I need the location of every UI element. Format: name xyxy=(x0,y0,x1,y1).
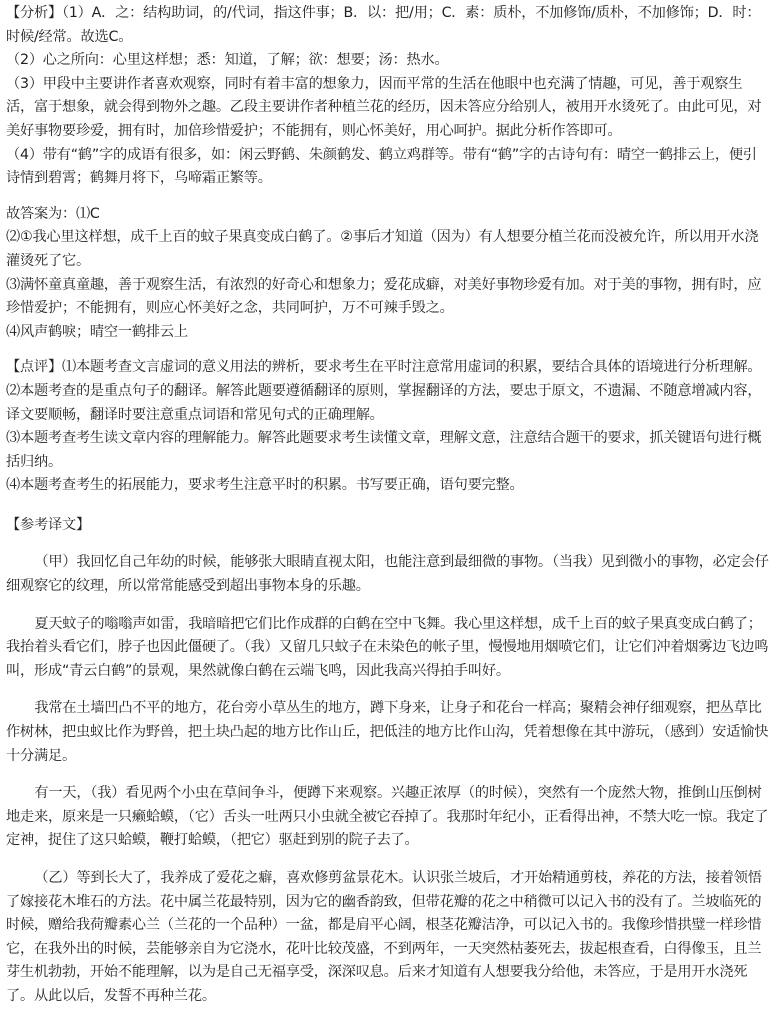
translation-paragraph-2: 夏天蚊子的嗡嗡声如雷，我暗暗把它们比作成群的白鹤在空中飞舞。我心里这样想，成千上百的蚊子果真变成白鹤了；我抬着头看它们，脖子也因此僵硬了。（我）又留几只蚊子在未染色的帐子里，慢慢地用烟喷它们，让它们冲着烟雾边飞边鸣叫，形成“青云白鹤”的景观，果然就像白鹤在云端飞鸣，因此我高兴得拍手叫好。 xyxy=(6,615,769,679)
answer-item-2: ⑵①我心里这样想，成千上百的蚊子果真变成白鹤了。②事后才知道（因为）有人想要分植兰花而没被允许，所以用开水浇灌烫死了它。 xyxy=(6,229,759,269)
translation-paragraph-3: 我常在土墙凹凸不平的地方，花台旁小草丛生的地方，蹲下身来，让身子和花台一样高；聚精会神仔细观察，把丛草比作树林，把虫蚁比作为野兽，把土块凸起的地方比作山丘，把低洼的地方比作山沟，凭着想像在其中游玩，（感到）安适愉快十分满足。 xyxy=(6,700,769,764)
comment-item-4: ⑷本题考查考生的拓展能力，要求考生注意平时的积累。书写要正确，语句要完整。 xyxy=(6,477,524,494)
answer-item-1: 故答案为：⑴C xyxy=(6,205,100,222)
translation-paragraph-4: 有一天，（我）看见两个小虫在草间争斗，便蹲下来观察。兴趣正浓厚（的时候），突然有一个庞然大物，推倒山压倒树地走来，原来是一只癞蛤蟆，（它）舌头一吐两只小虫就全被它吞掉了。我那时年纪小，正看得出神，不禁大吃一惊。我定了定神，捉住了这只蛤蟆，鞭打蛤蟆，（把它）驱赶到别的院子去了。 xyxy=(6,785,769,849)
analysis-item-1: 【分析】（1）A．之：结构助词，的/代词，指这件事；B．以：把/用；C．素：质朴，不加修饰/质朴，不加修饰；D．时：时候/经常。故选C。 xyxy=(6,5,761,45)
comment-item-1: 【点评】⑴本题考查文言虚词的意义用法的辨析，要求考生在平时注意常用虚词的积累，要结合具体的语境进行分析理解。 xyxy=(6,359,762,376)
translation-paragraph-1: （甲）我回忆自己年幼的时候，能够张大眼睛直视太阳，也能注意到最细微的事物。（当我）见到微小的事物，必定会仔细观察它的纹理，所以常常能感受到超出事物本身的乐趣。 xyxy=(6,554,769,595)
analysis-section xyxy=(6,2,770,191)
translation-section xyxy=(6,514,770,1009)
translation-heading: 【参考译文】 xyxy=(6,516,90,533)
answer-item-4: ⑷风声鹤唳；晴空一鹤排云上 xyxy=(6,323,188,340)
answer-section xyxy=(6,203,770,345)
analysis-item-2: （2）心之所向：心里这样想；悉：知道，了解；欲：想要；汤：热水。 xyxy=(6,52,449,69)
analysis-item-4: （4）带有“鹤”字的成语有很多，如：闲云野鹤、朱颜鹤发、鹤立鸡群等。带有“鹤”字的古诗句有：晴空一鹤排云上，便引诗情到碧霄；鹤舞月将下，乌啼霜正繁等。 xyxy=(6,146,757,187)
translation-paragraph-5: （乙）等到长大了，我养成了爱花之癖，喜欢修剪盆景花木。认识张兰坡后，才开始精通剪枝，养花的方法，接着领悟了嫁接花木堆石的方法。花中属兰花最特别，因为它的幽香韵致，但带花瓣的花之中稍微可以记入书的没有了。兰坡临死的时候，赠给我荷瓣素心兰（兰花的一个品种）一盆，都是肩平心阔，根茎花瓣洁净，可以记入书的。我像珍惜拱璧一样珍惜它，在我外出的时候，芸能够亲自为它浇水，花叶比较茂盛，不到两年，一天突然枯萎死去，拔起根查看，白得像玉，且兰芽生机勃勃，开始不能理解，以为是自己无福享受，深深叹息。后来才知道有人想要我分给他，未答应，于是用开水浇死了。从此以后，发誓不再种兰花。 xyxy=(6,870,762,1004)
comment-item-3: ⑶本题考查考生读文章内容的理解能力。解答此题要求考生读懂文章，理解文意，注意结合题干的要求，抓关键语句进行概括归纳。 xyxy=(6,430,762,470)
comment-item-2: ⑵本题考查的是重点句子的翻译。解答此题要遵循翻译的原则，掌握翻译的方法，要忠于原文，不遗漏、不随意增减内容，译文要顺畅，翻译时要注意重点词语和常见句式的正确理解。 xyxy=(6,382,762,423)
analysis-item-3: （3）甲段中主要讲作者喜欢观察，同时有着丰富的想象力，因而平常的生活在他眼中也充满了情趣，可见，善于观察生活，富于想象，就会得到物外之趣。乙段主要讲作者种植兰花的经历，因未答应分给别人，被用开水烫死了。由此可见，对美好事物要珍爱，拥有时，加倍珍惜爱护；不能拥有，则心怀美好，用心呵护。据此分析作答即可。 xyxy=(6,75,762,139)
answer-item-3: ⑶满怀童真童趣，善于观察生活，有浓烈的好奇心和想象力；爱花成癖，对美好事物珍爱有加。对于美的事物，拥有时，应珍惜爱护；不能拥有，则应心怀美好之念，共同呵护，万不可辣手毁之。 xyxy=(6,276,762,317)
comment-section xyxy=(6,356,770,498)
